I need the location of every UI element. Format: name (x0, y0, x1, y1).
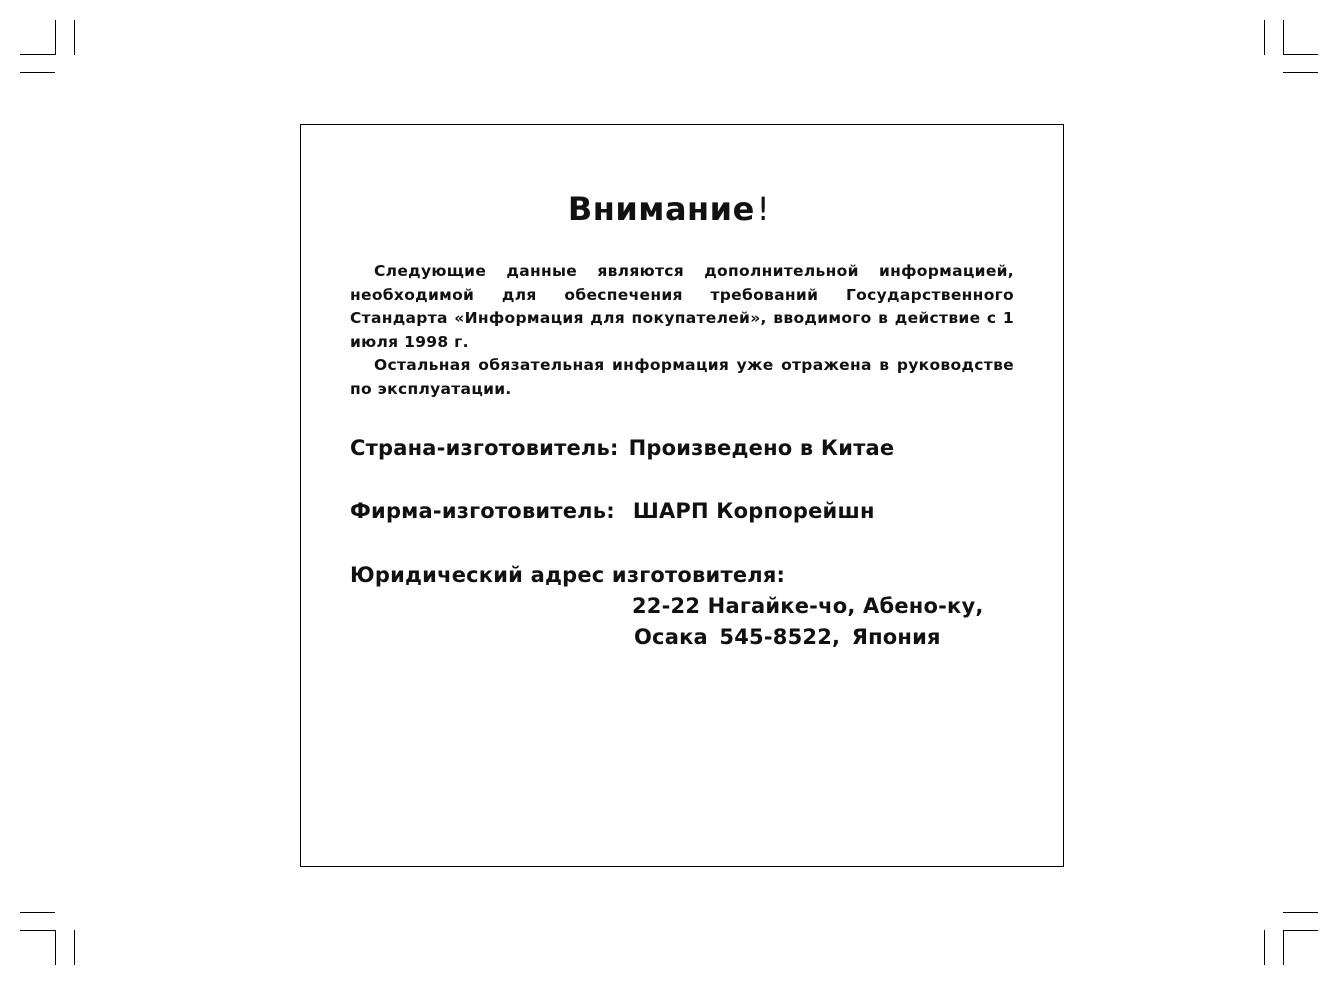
address-label-line (350, 563, 785, 587)
crop-mark (20, 72, 55, 73)
page-title (0, 190, 1338, 228)
crop-mark (20, 912, 55, 913)
country-line (350, 436, 894, 460)
crop-mark (1283, 930, 1284, 965)
address-line-2: Осака 545-8522, Япония (634, 625, 941, 649)
notice-paragraph-1: Следующие данные являются дополнительной информацией, необходимой для обеспечения требований Государственного Стандарта «Информация для покупателей», вводимого в действие с 1 июля 1998 г. (350, 262, 1014, 351)
crop-mark (1283, 20, 1284, 55)
notice-paragraph-2: Остальная обязательная информация уже отражена в руководстве по эксплуатации. (350, 356, 1014, 398)
crop-mark (55, 930, 56, 965)
crop-mark (74, 20, 75, 55)
crop-mark (55, 20, 56, 55)
title-text: Внимание (567, 190, 755, 228)
crop-mark (1283, 912, 1318, 913)
crop-mark (74, 930, 75, 965)
manufacturer-label: Фирма-изготовитель: (350, 499, 615, 523)
content-frame (300, 124, 1064, 867)
manufacturer-line (350, 499, 875, 523)
country-value: Произведено в Китае (628, 436, 895, 460)
crop-mark (1264, 20, 1265, 55)
manufacturer-value: ШАРП Корпорейшн (632, 499, 875, 523)
country-label: Страна-изготовитель: (350, 436, 619, 460)
title-exclamation: ! (756, 190, 771, 228)
crop-mark (1283, 930, 1318, 931)
notice-text (350, 260, 1014, 401)
crop-mark (20, 930, 55, 931)
crop-mark (20, 54, 55, 55)
crop-mark (1283, 54, 1318, 55)
crop-mark (1264, 930, 1265, 965)
crop-mark (1283, 72, 1318, 73)
address-label: Юридический адрес изготовителя: (350, 563, 786, 587)
address-line-1: 22-22 Нагайке-чо, Абено-ку, (632, 594, 984, 618)
